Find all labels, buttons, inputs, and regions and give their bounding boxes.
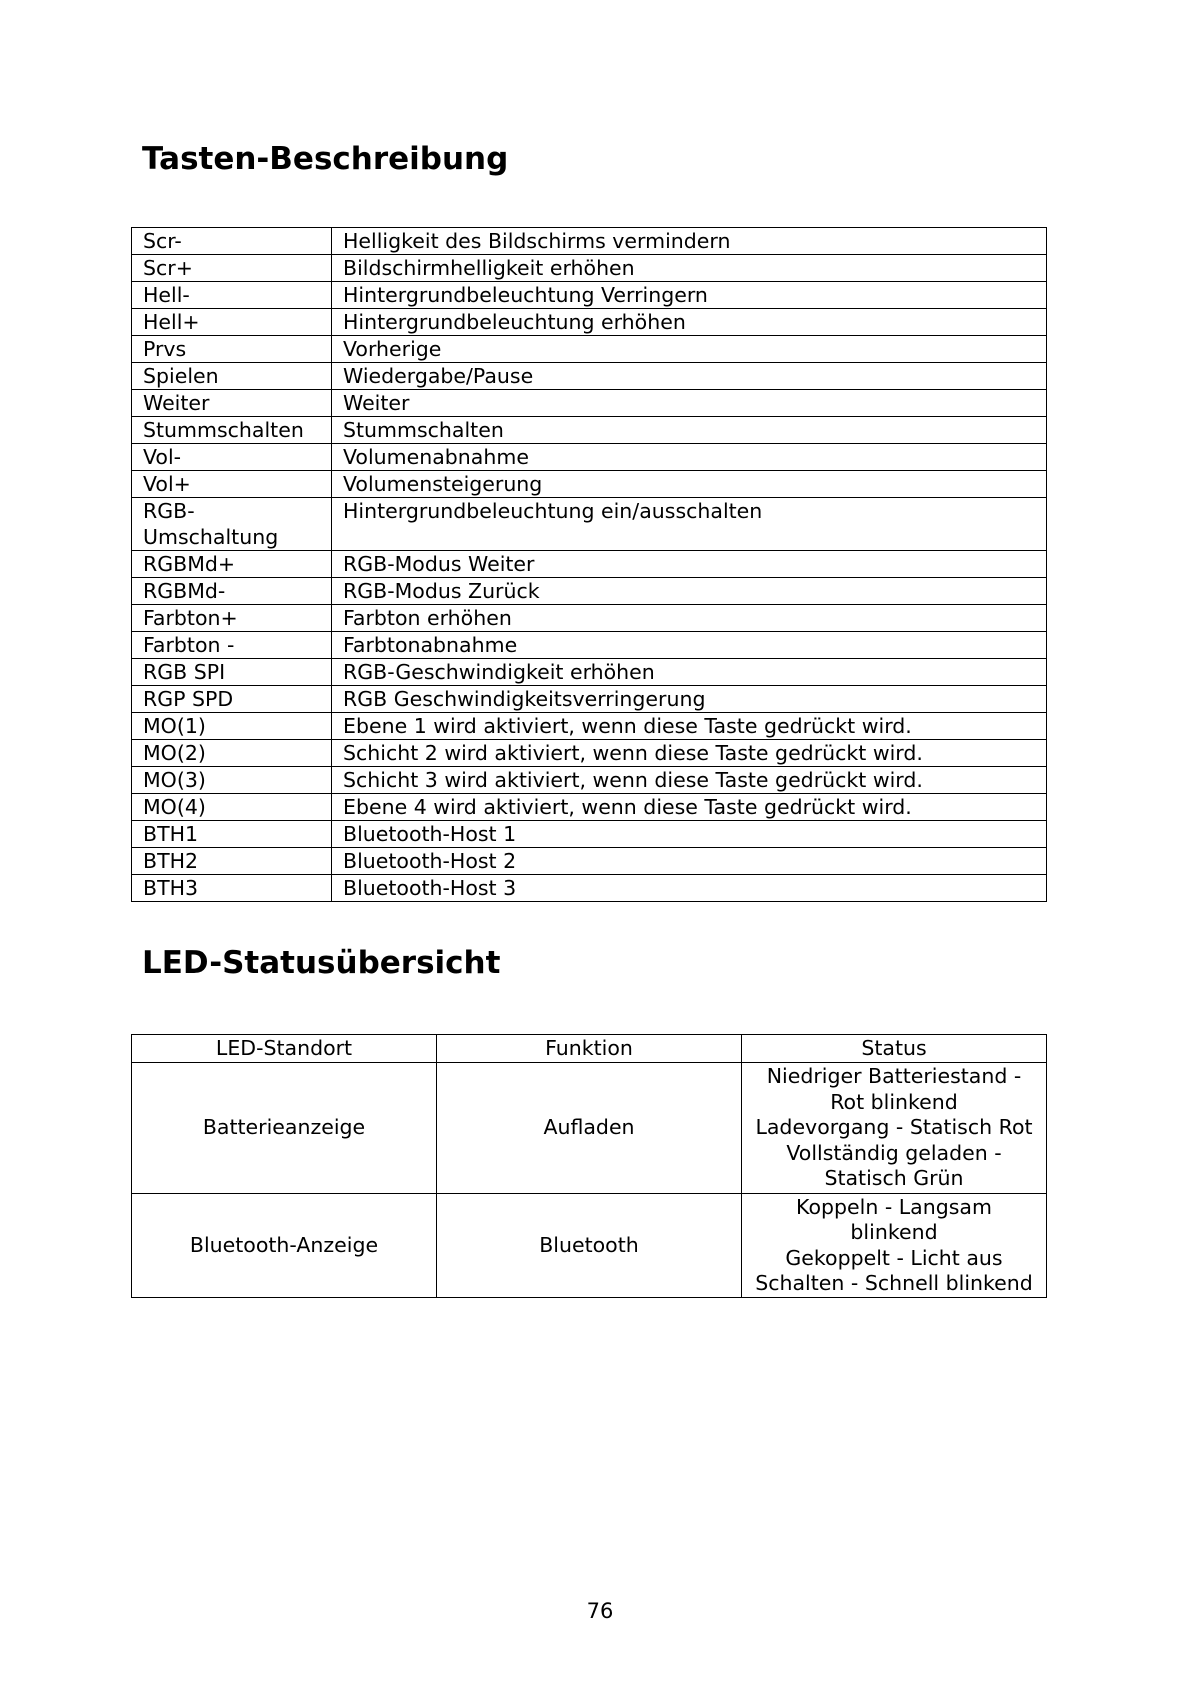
description-cell: Farbtonabnahme <box>332 632 1047 659</box>
key-cell: BTH1 <box>132 821 332 848</box>
column-header-status: Status <box>742 1035 1047 1063</box>
led-section-title: LED-Statusübersicht <box>142 945 501 981</box>
table-row <box>132 713 1047 740</box>
table-row <box>132 632 1047 659</box>
key-cell: Vol- <box>132 444 332 471</box>
key-cell: MO(2) <box>132 740 332 767</box>
table-row <box>132 255 1047 282</box>
key-cell: Prvs <box>132 336 332 363</box>
location-cell: Bluetooth-Anzeige <box>132 1194 437 1298</box>
table-row <box>132 1194 1047 1298</box>
status-cell <box>742 1194 1047 1298</box>
table-row <box>132 336 1047 363</box>
key-cell: Farbton+ <box>132 605 332 632</box>
key-cell: Hell- <box>132 282 332 309</box>
table-row <box>132 471 1047 498</box>
key-cell: RGB SPI <box>132 659 332 686</box>
description-cell: Volumensteigerung <box>332 471 1047 498</box>
status-cell <box>742 1063 1047 1194</box>
table-row <box>132 767 1047 794</box>
key-cell: MO(1) <box>132 713 332 740</box>
table-row <box>132 686 1047 713</box>
column-header-function: Funktion <box>437 1035 742 1063</box>
key-cell: BTH2 <box>132 848 332 875</box>
status-line: Ladevorgang - Statisch Rot <box>755 1115 1033 1140</box>
table-row <box>132 309 1047 336</box>
status-line: Schalten - Schnell blinkend <box>755 1271 1033 1295</box>
key-cell: MO(4) <box>132 794 332 821</box>
table-row <box>132 848 1047 875</box>
table-row <box>132 444 1047 471</box>
description-cell: Wiedergabe/Pause <box>332 363 1047 390</box>
description-cell: Vorherige <box>332 336 1047 363</box>
description-cell: RGB-Modus Zurück <box>332 578 1047 605</box>
table-row <box>132 363 1047 390</box>
function-cell: Aufladen <box>437 1063 742 1194</box>
status-line: Gekoppelt - Licht aus <box>785 1245 1003 1270</box>
column-header-location: LED-Standort <box>132 1035 437 1063</box>
table-row <box>132 417 1047 444</box>
key-description-table <box>131 227 1047 902</box>
table-row <box>132 1063 1047 1194</box>
table-row <box>132 498 1047 551</box>
key-cell: MO(3) <box>132 767 332 794</box>
key-cell: RGBMd- <box>132 578 332 605</box>
key-cell: Spielen <box>132 363 332 390</box>
table-row <box>132 740 1047 767</box>
key-cell: Scr- <box>132 228 332 255</box>
table-row <box>132 228 1047 255</box>
table-row <box>132 794 1047 821</box>
location-cell: Batterieanzeige <box>132 1063 437 1194</box>
description-cell: Ebene 1 wird aktiviert, wenn diese Taste gedrückt wird. <box>332 713 1047 740</box>
table-row <box>132 390 1047 417</box>
key-cell: Hell+ <box>132 309 332 336</box>
description-cell: RGB-Modus Weiter <box>332 551 1047 578</box>
led-status-table <box>131 1034 1047 1298</box>
keys-section-title: Tasten-Beschreibung <box>142 141 509 177</box>
table-row <box>132 551 1047 578</box>
description-cell: Schicht 3 wird aktiviert, wenn diese Taste gedrückt wird. <box>332 767 1047 794</box>
key-cell: Stummschalten <box>132 417 332 444</box>
key-cell: Farbton - <box>132 632 332 659</box>
description-cell: Hintergrundbeleuchtung Verringern <box>332 282 1047 309</box>
key-cell: RGBMd+ <box>132 551 332 578</box>
description-cell: Farbton erhöhen <box>332 605 1047 632</box>
description-cell: Bluetooth-Host 1 <box>332 821 1047 848</box>
description-cell: Hintergrundbeleuchtung ein/ausschalten <box>332 498 1047 551</box>
key-cell: Weiter <box>132 390 332 417</box>
table-row <box>132 659 1047 686</box>
key-cell: RGP SPD <box>132 686 332 713</box>
description-cell: Bluetooth-Host 3 <box>332 875 1047 902</box>
description-cell: Bluetooth-Host 2 <box>332 848 1047 875</box>
description-cell: RGB-Geschwindigkeit erhöhen <box>332 659 1047 686</box>
key-cell: Scr+ <box>132 255 332 282</box>
key-cell: BTH3 <box>132 875 332 902</box>
table-row <box>132 282 1047 309</box>
description-cell: Stummschalten <box>332 417 1047 444</box>
status-line: Vollständig geladen - Statisch Grün <box>786 1140 1002 1191</box>
description-cell: Bildschirmhelligkeit erhöhen <box>332 255 1047 282</box>
table-row <box>132 605 1047 632</box>
description-cell: Weiter <box>332 390 1047 417</box>
table-header-row <box>132 1035 1047 1063</box>
page-number: 76 <box>586 1599 614 1623</box>
description-cell: Ebene 4 wird aktiviert, wenn diese Taste gedrückt wird. <box>332 794 1047 821</box>
table-row <box>132 821 1047 848</box>
key-cell: RGB-Umschaltung <box>132 498 332 551</box>
description-cell: Helligkeit des Bildschirms vermindern <box>332 228 1047 255</box>
table-row <box>132 875 1047 902</box>
description-cell: Volumenabnahme <box>332 444 1047 471</box>
description-cell: Hintergrundbeleuchtung erhöhen <box>332 309 1047 336</box>
key-cell: Vol+ <box>132 471 332 498</box>
status-line: Niedriger Batteriestand - Rot blinkend <box>766 1064 1022 1114</box>
description-cell: Schicht 2 wird aktiviert, wenn diese Taste gedrückt wird. <box>332 740 1047 767</box>
description-cell: RGB Geschwindigkeitsverringerung <box>332 686 1047 713</box>
function-cell: Bluetooth <box>437 1194 742 1298</box>
status-line: Koppeln - Langsam blinkend <box>796 1194 992 1244</box>
table-row <box>132 578 1047 605</box>
